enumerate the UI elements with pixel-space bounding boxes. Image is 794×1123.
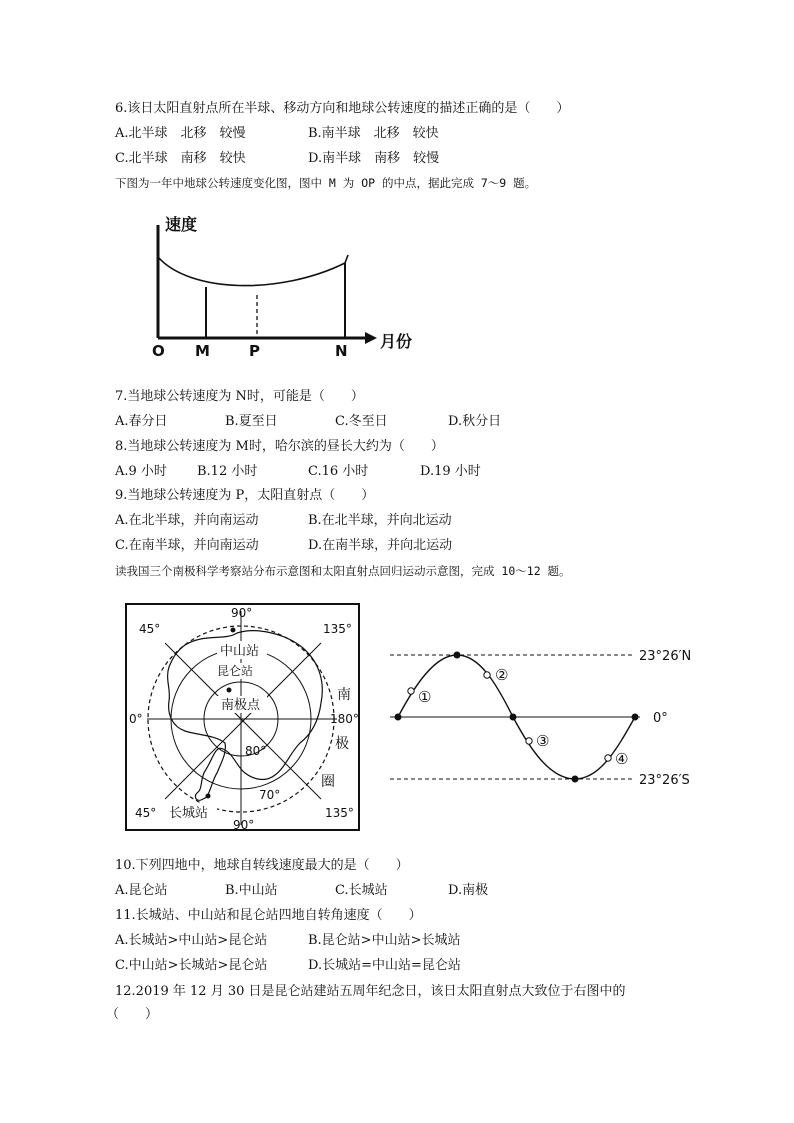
lon-top-right: 135° xyxy=(323,622,352,636)
lon-bottom-right: 135° xyxy=(325,806,354,820)
q8-option-c: C.16 小时 xyxy=(308,464,369,479)
x-axis-arrow xyxy=(365,332,377,344)
circle-label-2: 极 xyxy=(335,736,349,752)
kunlun-dot xyxy=(227,688,232,693)
lat-70-label: 70° xyxy=(259,788,281,802)
station-changcheng: 长城站 xyxy=(169,806,209,821)
q6-option-b: B.南半球 北移 较快 xyxy=(308,126,439,141)
node-start xyxy=(395,714,402,721)
point-n: N xyxy=(335,342,348,360)
tropic-north-label: 23°26′N xyxy=(639,649,692,664)
node-south xyxy=(572,776,579,783)
lon-bottom: 90° xyxy=(233,818,255,832)
point-2-dot xyxy=(484,672,490,678)
sun-direct-point-diagram xyxy=(385,640,715,795)
q8-stem: 8.当地球公转速度为 M时，哈尔滨的昼长大约为（ ） xyxy=(115,439,444,454)
q6-option-d: D.南半球 南移 较慢 xyxy=(308,151,440,166)
point-3-label: ③ xyxy=(536,732,550,750)
circle-label-3: 圈 xyxy=(321,774,335,790)
lon-bottom-left: 45° xyxy=(135,806,157,820)
lon-top: 90° xyxy=(231,606,253,620)
node-mid xyxy=(510,714,517,721)
q11-option-c: C.中山站>长城站>昆仑站 xyxy=(115,958,268,973)
q7-option-b: B.夏至日 xyxy=(225,414,278,429)
q7-option-d: D.秋分日 xyxy=(448,414,502,429)
south-pole-label: 南极点 xyxy=(221,698,261,713)
q8-option-b: B.12 小时 xyxy=(197,464,258,479)
point-4-label: ④ xyxy=(615,750,629,768)
q12-stem-bracket: （ ） xyxy=(106,1007,159,1022)
q9-option-a: A.在北半球，并向南运动 xyxy=(115,513,259,528)
station-kunlun: 昆仑站 xyxy=(217,664,254,678)
q9-option-b: B.在北半球，并向北运动 xyxy=(308,513,452,528)
q11-option-d: D.长城站=中山站=昆仑站 xyxy=(308,958,461,973)
point-4-dot xyxy=(605,755,611,761)
q11-stem: 11.长城站、中山站和昆仑站四地自转角速度（ ） xyxy=(115,908,422,923)
q7-option-a: A.春分日 xyxy=(115,414,168,429)
q11-option-b: B.昆仑站>中山站>长城站 xyxy=(308,933,461,948)
speed-curve xyxy=(158,257,345,286)
q6-option-c: C.北半球 南移 较快 xyxy=(115,151,246,166)
zhongshan-dot xyxy=(231,628,236,633)
q10-option-a: A.昆仑站 xyxy=(115,883,168,898)
q9-option-d: D.在南半球，并向北运动 xyxy=(308,538,453,553)
changcheng-dot xyxy=(206,794,211,799)
q10-stem: 10.下列四地中，地球自转线速度最大的是（ ） xyxy=(115,858,409,873)
node-north xyxy=(454,652,461,659)
q10-option-b: B.中山站 xyxy=(225,883,278,898)
q9-stem: 9.当地球公转速度为 P，太阳直射点（ ） xyxy=(115,488,375,503)
lon-right: 180° xyxy=(330,712,359,726)
y-axis-label: 速度 xyxy=(165,215,198,234)
lon-left: 0° xyxy=(129,712,143,726)
point-1-label: ① xyxy=(418,688,432,706)
point-3-dot xyxy=(526,738,532,744)
intro-10-12: 读我国三个南极科学考察站分布示意图和太阳直射点回归运动示意图，完成 10～12 题。 xyxy=(115,564,571,578)
point-p: P xyxy=(249,342,260,360)
node-end xyxy=(632,714,639,721)
map-frame xyxy=(126,604,359,830)
q7-stem: 7.当地球公转速度为 N时，可能是（ ） xyxy=(115,389,364,404)
intro-7-9: 下图为一年中地球公转速度变化图，图中 M 为 OP 的中点，据此完成 7～9 题。 xyxy=(115,176,537,190)
q10-option-d: D.南极 xyxy=(448,883,489,898)
tropic-south-label: 23°26′S xyxy=(639,773,690,788)
equator-label: 0° xyxy=(653,711,668,726)
x-axis-label: 月份 xyxy=(380,332,413,351)
orbital-speed-chart xyxy=(140,205,440,365)
point-2-label: ② xyxy=(495,666,509,684)
q7-option-c: C.冬至日 xyxy=(335,414,388,429)
q11-option-a: A.长城站>中山站>昆仑站 xyxy=(115,933,268,948)
q6-stem: 6.该日太阳直射点所在半球、移动方向和地球公转速度的描述正确的是（ ） xyxy=(115,101,570,116)
station-zhongshan: 中山站 xyxy=(220,644,260,659)
circle-label-1: 南 xyxy=(337,687,351,703)
lon-top-left: 45° xyxy=(139,622,161,636)
q10-option-c: C.长城站 xyxy=(335,883,388,898)
q6-option-a: A.北半球 北移 较慢 xyxy=(115,126,246,141)
point-1-dot xyxy=(408,688,414,694)
q9-option-c: C.在南半球，并向南运动 xyxy=(115,538,259,553)
antarctic-stations-map xyxy=(125,603,360,833)
lat-80-label: 80° xyxy=(245,744,267,758)
point-m: M xyxy=(195,342,210,360)
q8-option-d: D.19 小时 xyxy=(420,464,481,479)
q12-stem: 12.2019 年 12 月 30 日是昆仑站建站五周年纪念日，该日太阳直射点大致位于右图中的 xyxy=(115,984,626,999)
point-o: O xyxy=(152,342,165,360)
q8-option-a: A.9 小时 xyxy=(115,464,167,479)
